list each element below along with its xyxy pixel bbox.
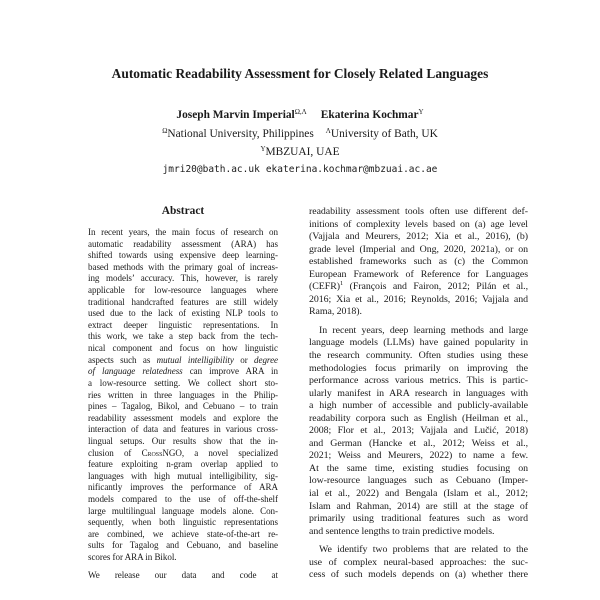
text-line: cess of such models depends on (a) whether there bbox=[309, 569, 528, 581]
affiliation-text: MBZUAI, UAE bbox=[265, 146, 340, 159]
text-line: this work, we take a step back from the tech- bbox=[88, 331, 278, 342]
text-line: based methods with the primary goal of increas- bbox=[88, 261, 278, 272]
author-block bbox=[0, 105, 600, 177]
affiliation-mark: Λ bbox=[325, 126, 331, 135]
text-line: interaction of data and features in various cross- bbox=[88, 424, 278, 435]
emphasis: degree bbox=[254, 354, 278, 365]
affiliation-mark: Υ bbox=[260, 145, 266, 154]
text-line: models compared to the use of off-the-shelf bbox=[88, 494, 278, 505]
text-line: nical component and focus on how linguistic bbox=[88, 343, 278, 354]
text-line: lingual setups. Our results show that the in- bbox=[88, 435, 278, 446]
footnote-marker[interactable]: 1 bbox=[339, 280, 344, 288]
text-line: a high number of accessible and publicly-available bbox=[309, 400, 528, 412]
text-line: use of complex neural-based approaches: the suc- bbox=[309, 556, 528, 568]
text-line: ries written in three languages in the Philip- bbox=[88, 389, 278, 400]
text-line: 2016; Xia et al., 2016; Reynolds, 2016; Vajjala and bbox=[309, 293, 528, 305]
text-line: scores for ARA in Bikol. bbox=[88, 552, 177, 563]
text-line: methodologies focus primarily on improving the bbox=[309, 362, 528, 374]
text-line: sults for Tagalog and Cebuano, and baseline bbox=[88, 540, 278, 551]
text-line: Islam and Rahman, 2014) are still at the stage of bbox=[309, 500, 528, 512]
email-link[interactable]: ekaterina.kochmar@mbzuai.ac.ae bbox=[265, 163, 438, 175]
text-line: ularly manifest in ARA research in languages with bbox=[309, 387, 528, 399]
text-line: are combined, we achieve state-of-the-art re- bbox=[88, 528, 278, 539]
affiliation-line bbox=[0, 124, 600, 143]
text-line: and German (Hancke et al., 2012; Weiss et al., bbox=[309, 437, 528, 449]
author-mark: Ω,Λ bbox=[294, 108, 307, 116]
text-line: We release our data and code at bbox=[88, 569, 278, 580]
author-names bbox=[0, 105, 600, 124]
text-line: applicable for low-resource languages where bbox=[88, 285, 278, 296]
text-line: 2021; Weiss and Meurers, 2022) to name a few. bbox=[309, 450, 528, 462]
text-line: ing models’ accuracy. This, however, is rarely bbox=[88, 273, 278, 284]
text-line: automatic readability assessment (ARA) has bbox=[88, 238, 278, 249]
affiliation-text: National University, Philippines bbox=[167, 127, 314, 140]
text-line: Rama, 2018). bbox=[309, 306, 362, 318]
author-emails bbox=[0, 162, 600, 178]
affiliation-mark: Ω bbox=[162, 126, 168, 135]
abstract-body bbox=[88, 227, 278, 581]
text-line: low-resource languages such as Cebuano (Imper- bbox=[309, 475, 528, 487]
text-line: grade level (Imperial and Ong, 2020, 2021a), or on bbox=[309, 243, 528, 255]
text-line: feature exploiting n-gram overlap applied to bbox=[88, 459, 278, 470]
text-line: 2008; Flor et al., 2013; Vajjala and Lučić, 2018) bbox=[309, 425, 528, 437]
text-line: large multilingual language models alone. Con- bbox=[88, 505, 278, 516]
text-line: ial et al., 2022) and Bengala (Islam et al., 2012; bbox=[309, 488, 528, 500]
text-line: (Vajjala and Meurers, 2012; Xia et al., 2016), (b) bbox=[309, 231, 528, 243]
text-line: extract deeper linguistic representations. In bbox=[88, 319, 278, 330]
text-line: a low-resource setting. We collect short sto- bbox=[88, 377, 278, 388]
email-link[interactable]: jmri20@bath.ac.uk bbox=[162, 163, 260, 175]
text-line: language models (LLMs) have gained popularity in bbox=[309, 337, 528, 349]
text-line: the research community. Often studies using these bbox=[309, 350, 528, 362]
text-line: of language relatedness can improve ARA in bbox=[88, 366, 278, 377]
text-line: performance across various metrics. This is partic- bbox=[309, 375, 528, 387]
text-line: used due to the lack of existing NLP tools to bbox=[88, 308, 278, 319]
text-line: readability assessment models and explore the bbox=[88, 412, 278, 423]
emphasis: mutual intelligibility bbox=[156, 354, 234, 365]
text-line: established frameworks such as (c) the Common bbox=[309, 256, 528, 268]
text-line: clusion of CrossNGO, a novel specialized bbox=[88, 447, 278, 458]
text-line: nificantly improves the performance of ARA bbox=[88, 482, 278, 493]
paper-title: Automatic Readability Assessment for Closely Related Languages bbox=[111, 66, 489, 81]
affiliation-text: University of Bath, UK bbox=[330, 127, 438, 140]
text-line: aspects such as mutual intelligibility or degree bbox=[88, 354, 278, 365]
emphasis: of language relatedness bbox=[88, 366, 183, 377]
text-line: sequently, when both linguistic representations bbox=[88, 517, 278, 528]
author-name: Ekaterina Kochmar bbox=[320, 109, 419, 121]
method-name: CrossNGO bbox=[141, 447, 182, 458]
text-line: We identify two problems that are related to the bbox=[319, 544, 528, 556]
body-column-right bbox=[309, 206, 528, 582]
text-line: shifted towards using expensive deep learning- bbox=[88, 250, 278, 261]
text-line: readability corpora such as English (Heilman et al., bbox=[309, 412, 528, 424]
text-line: readability assessment tools often use different def- bbox=[309, 206, 528, 217]
affiliation-line bbox=[0, 142, 600, 161]
text-line: (CEFR)$^1$ (François and Fairon, 2012; Pilán et al., bbox=[309, 280, 528, 293]
author-name: Joseph Marvin Imperial bbox=[176, 109, 295, 121]
text-line: traditional handcrafted features are still widely bbox=[88, 296, 278, 307]
text-line: pines – Tagalog, Bikol, and Cebuano – to train bbox=[88, 401, 278, 412]
text-line: and sentence lengths to train predictive models. bbox=[309, 525, 495, 537]
text-line: At the same time, existing studies focusing on bbox=[309, 462, 528, 474]
text-line: languages with high mutual intelligibility, sig- bbox=[88, 470, 278, 481]
text-line: initions of complexity levels based on (a) age level bbox=[309, 218, 528, 230]
text-line: In recent years, the main focus of research on bbox=[88, 227, 278, 237]
text-line: In recent years, deep learning methods and large bbox=[319, 324, 528, 336]
abstract-heading: Abstract bbox=[161, 205, 205, 217]
author-mark: Υ bbox=[418, 108, 424, 116]
text-line: primarily using traditional features such as word bbox=[309, 513, 528, 525]
text-line: European Framework of Reference for Languages bbox=[309, 268, 528, 280]
